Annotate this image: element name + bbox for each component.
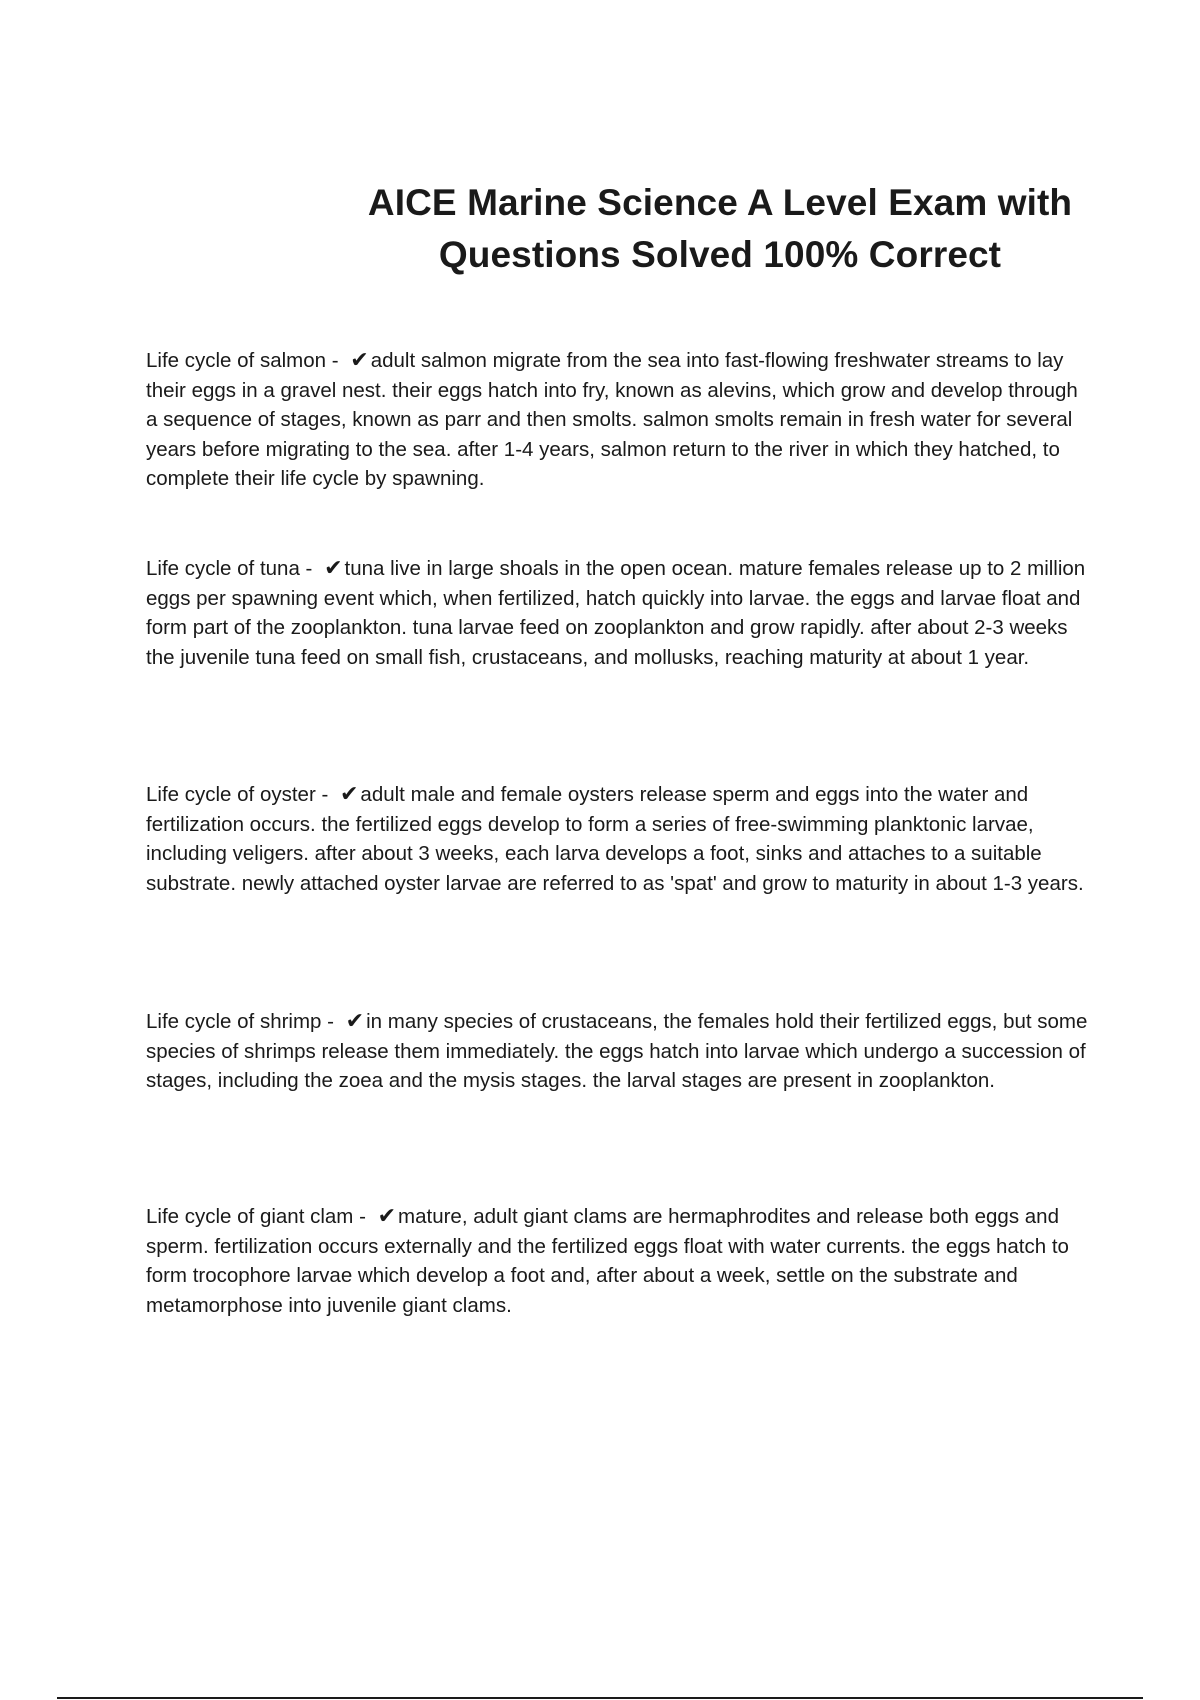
answer-text: tuna live in large shoals in the open ocean. mature females release up to 2 million eggs per spawning event which, when fertilized, hatch quickly into larvae. the eggs and larvae float and form part of the zooplankton. tuna larvae feed on zooplankton and grow rapidly. after about 2-3 weeks the juvenile tuna feed on small fish, crustaceans, and mollusks, reaching maturity at about 1 year. — [146, 557, 1086, 669]
answer-text: mature, adult giant clams are hermaphrodites and release both eggs and sperm. fertilization occurs externally and the fertilized eggs float with water currents. the eggs hatch to form trocophore larvae which develop a foot and, after about a week, settle on the substrate and metamorphose into juvenile giant clams. — [146, 1205, 1069, 1317]
question-separator: - — [321, 1010, 340, 1033]
page-title-line-2: Questions Solved 100% Correct — [438, 233, 1002, 275]
question-separator: - — [326, 349, 345, 372]
page-bottom-divider — [57, 1697, 1143, 1699]
check-icon: ✔ — [350, 347, 369, 372]
question-separator: - — [353, 1205, 372, 1228]
qa-entry-salmon — [146, 345, 1094, 494]
question-text: Life cycle of salmon — [146, 349, 327, 372]
answer-text: in many species of crustaceans, the females hold their fertilized eggs, but some species of shrimps release them immediately. the eggs hatch into larvae which undergo a succession of stages, including the zoea and the mysis stages. the larval stages are present in zooplankton. — [146, 1010, 1088, 1092]
question-text: Life cycle of shrimp — [146, 1010, 322, 1033]
qa-entry-shrimp — [146, 1006, 1094, 1096]
page-title — [250, 177, 1190, 281]
question-text: Life cycle of oyster — [146, 783, 316, 806]
question-separator: - — [299, 557, 319, 580]
question-text: Life cycle of giant clam — [146, 1205, 354, 1228]
check-icon: ✔ — [324, 555, 343, 580]
check-icon: ✔ — [345, 1008, 365, 1033]
question-text: Life cycle of tuna — [146, 557, 300, 580]
qa-entry-oyster — [146, 779, 1094, 898]
question-separator: - — [315, 783, 334, 806]
page-title-line-1: AICE Marine Science A Level Exam with — [367, 181, 1073, 223]
check-icon: ✔ — [377, 1203, 397, 1228]
qa-entry-tuna — [146, 553, 1094, 672]
qa-entry-giant-clam — [146, 1201, 1094, 1320]
check-icon: ✔ — [339, 781, 359, 806]
answer-text: adult male and female oysters release sperm and eggs into the water and fertilization occurs. the fertilized eggs develop to form a series of free-swimming planktonic larvae, including veligers. after about 3 weeks, each larva develops a foot, sinks and attaches to a suitable substrate. newly attached oyster larvae are referred to as 'spat' and grow to maturity in about 1-3 years. — [146, 783, 1084, 895]
answer-text: adult salmon migrate from the sea into fast-flowing freshwater streams to lay their eggs in a gravel nest. their eggs hatch into fry, known as alevins, which grow and develop through a sequence of stages, known as parr and then smolts. salmon smolts remain in fresh water for several years before migrating to the sea. after 1-4 years, salmon return to the river in which they hatched, to complete their life cycle by spawning. — [146, 349, 1078, 490]
